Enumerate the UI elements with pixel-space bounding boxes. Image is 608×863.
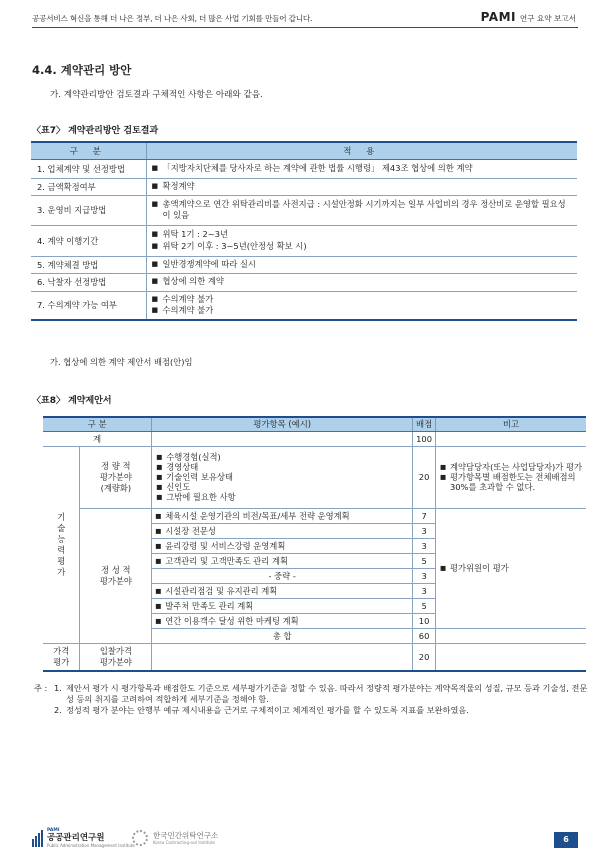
col-header-category: 구 분	[43, 417, 152, 431]
logo1-small: PAMI	[47, 828, 60, 833]
qual-sum-label: 총 합	[152, 628, 413, 643]
pami-logo	[32, 828, 135, 848]
price-label-line: 입찰가격	[99, 645, 132, 656]
table8-caption: 〈표8〉 계약제안서	[32, 396, 112, 406]
quant-item: ■ 수행경험(실적)	[156, 452, 408, 462]
qual-score: 5	[413, 553, 436, 568]
total-label: 계	[43, 431, 152, 446]
header-report-title: 연구 요약 보고서	[519, 14, 576, 23]
price-group-line: 가격	[53, 645, 70, 656]
group-tech-label	[43, 446, 80, 643]
row-item: ■ 「지방자치단체를 당사자로 하는 계약에 관한 법률 시행령」 제43조 협상에 의한 계약	[151, 163, 574, 175]
qual-item: ■ 시설관리점검 및 유지관리 계획	[155, 586, 409, 596]
total-score: 100	[413, 431, 436, 446]
footnote-number: 2.	[54, 705, 62, 715]
row-label: 1. 업체계약 및 선정방법	[31, 159, 146, 178]
qual-item-omitted: - 중략 -	[152, 568, 413, 583]
qual-score: 3	[413, 583, 436, 598]
col-header-application: 적 용	[146, 142, 577, 159]
quant-item: ■ 경영상태	[156, 462, 408, 472]
price-label-line: 평가분야	[99, 656, 132, 667]
proposal-evaluation-table	[43, 416, 586, 672]
qual-item: ■ 체육시설 운영기관의 비전/목표/세부 전략 운영계획	[155, 511, 409, 521]
logo1-name: 공공관리연구원	[47, 833, 105, 843]
page-header	[32, 10, 578, 28]
row-item: ■ 일반경쟁계약에 따라 실시	[151, 259, 574, 271]
qual-item: ■ 시설장 전문성	[155, 526, 409, 536]
table-row	[31, 256, 577, 273]
header-slogan: 공공서비스 혁신을 통해 더 나은 정부, 더 나은 사회, 더 많은 사업 기회를 만들어 갑니다.	[32, 14, 313, 23]
col-header-category: 구 분	[31, 142, 146, 159]
quant-item: ■ 기술인력 보유상태	[156, 472, 408, 482]
qual-item: ■ 윤리강령 및 서비스강령 운영계획	[155, 541, 409, 551]
price-score: 20	[413, 643, 436, 671]
footnote-text: 제안서 평가 시 평가항목과 배점한도 기준으로 세부평가기준을 정할 수 있음. 따라서 정량적 평가분야는 계약목적물의 성질, 규모 등과 기술성, 전문성 등의 취지를 고려하여 적합하게 세부기준을 정해야 함.	[66, 683, 588, 704]
logo1-sub: Public Administration Management Institute	[47, 843, 135, 848]
qual-score: 7	[413, 508, 436, 523]
qual-label	[80, 508, 152, 643]
section-title: 4.4. 계약관리 방안	[32, 63, 132, 77]
row-label: 6. 낙찰자 선정방법	[31, 273, 146, 291]
qual-item: ■ 고객관리 및 고객만족도 관리 계획	[155, 556, 409, 566]
quant-row	[43, 446, 586, 508]
footnote-number: 1.	[54, 683, 62, 693]
qual-row	[43, 508, 586, 523]
footnotes	[34, 683, 590, 716]
logo2-sub: Korea Contracting-out Institute	[153, 840, 215, 845]
qual-score: 3	[413, 538, 436, 553]
qual-score: 5	[413, 598, 436, 613]
row-label: 2. 금액확정여부	[31, 178, 146, 195]
table7-caption: 〈표7〉 계약관리방안 검토결과	[32, 126, 159, 136]
total-row	[43, 431, 586, 446]
logo2-name: 한국민간위탁연구소	[153, 831, 219, 840]
qual-label-line: 정 성 적	[101, 564, 131, 575]
row-item: ■ 수의계약 불가	[151, 305, 574, 317]
qual-sum-score: 60	[413, 628, 436, 643]
kci-logo	[132, 830, 218, 846]
row-item: ■ 위탁 1기 : 2~3년	[151, 229, 574, 241]
qual-item: ■ 연간 이용객수 달성 위한 마케팅 계획	[155, 616, 409, 626]
table-row	[31, 159, 577, 178]
price-label	[80, 643, 152, 671]
quant-item: ■ 그밖에 필요한 사항	[156, 492, 408, 502]
dotted-circle-icon	[132, 830, 148, 846]
footnote-prefix: 주 :	[34, 683, 48, 693]
contract-review-table	[31, 141, 577, 321]
header-brand: PAMI	[480, 10, 516, 24]
qual-score: 3	[413, 568, 436, 583]
quant-label	[80, 446, 152, 508]
row-label: 3. 운영비 지급방법	[31, 195, 146, 225]
row-item: ■ 위탁 2기 이후 : 3~5년(안정성 확보 시)	[151, 241, 574, 253]
row-item: ■ 협상에 의한 계약	[151, 276, 574, 288]
quant-label-line: (계량화)	[100, 482, 132, 493]
quant-note: ■ 평가항목별 배점한도는 전체배점의 30%를 초과할 수 없다.	[440, 472, 582, 492]
table-row	[31, 195, 577, 225]
page-number: 6	[554, 832, 578, 848]
price-group-line: 평가	[53, 656, 70, 667]
group-tech-text: 기술능력평가	[57, 511, 66, 577]
col-header-items: 평가항목 (예시)	[152, 417, 413, 431]
quant-label-line: 평가분야	[99, 471, 132, 482]
quant-label-line: 정 량 적	[101, 460, 131, 471]
section-intro: 가. 계약관리방안 검토결과 구체적인 사항은 아래와 같음.	[50, 90, 263, 100]
row-item: ■ 확정계약	[151, 181, 574, 193]
footnote-text: 정성적 평가 분야는 안행부 예규 제시내용을 근거로 구체적이고 체계적인 평가를 할 수 있도록 지표를 보완하였음.	[66, 705, 469, 715]
table-row	[31, 273, 577, 291]
page-footer	[32, 822, 578, 852]
row-label: 4. 계약 이행기간	[31, 225, 146, 256]
col-header-remarks: 비고	[436, 417, 587, 431]
table-row	[31, 225, 577, 256]
qual-item: ■ 발주처 만족도 관리 계획	[155, 601, 409, 611]
table-row	[31, 178, 577, 195]
price-row	[43, 643, 586, 671]
row-item: ■ 수의계약 불가	[151, 294, 574, 306]
table-row	[31, 291, 577, 320]
qual-label-line: 평가분야	[99, 575, 132, 586]
row-label: 5. 계약체결 방법	[31, 256, 146, 273]
proposal-note: 가. 협상에 의한 계약 제안서 배점(안)임	[50, 357, 193, 367]
qual-note: ■ 평가위원이 평가	[440, 563, 582, 573]
col-header-score: 배점	[413, 417, 436, 431]
bars-icon	[32, 830, 43, 847]
price-group-label	[43, 643, 80, 671]
row-item: ■ 총액계약으로 연간 위탁관리비를 사전지급 : 시설안정화 시기까지는 일부 사업비의 경우 정산비로 운영할 필요성이 있음	[151, 199, 574, 222]
quant-item: ■ 신인도	[156, 482, 408, 492]
qual-score: 10	[413, 613, 436, 628]
row-label: 7. 수의계약 가능 여부	[31, 291, 146, 320]
qual-score: 3	[413, 523, 436, 538]
quant-score: 20	[413, 446, 436, 508]
quant-note: ■ 계약담당자(또는 사업담당자)가 평가	[440, 462, 582, 472]
